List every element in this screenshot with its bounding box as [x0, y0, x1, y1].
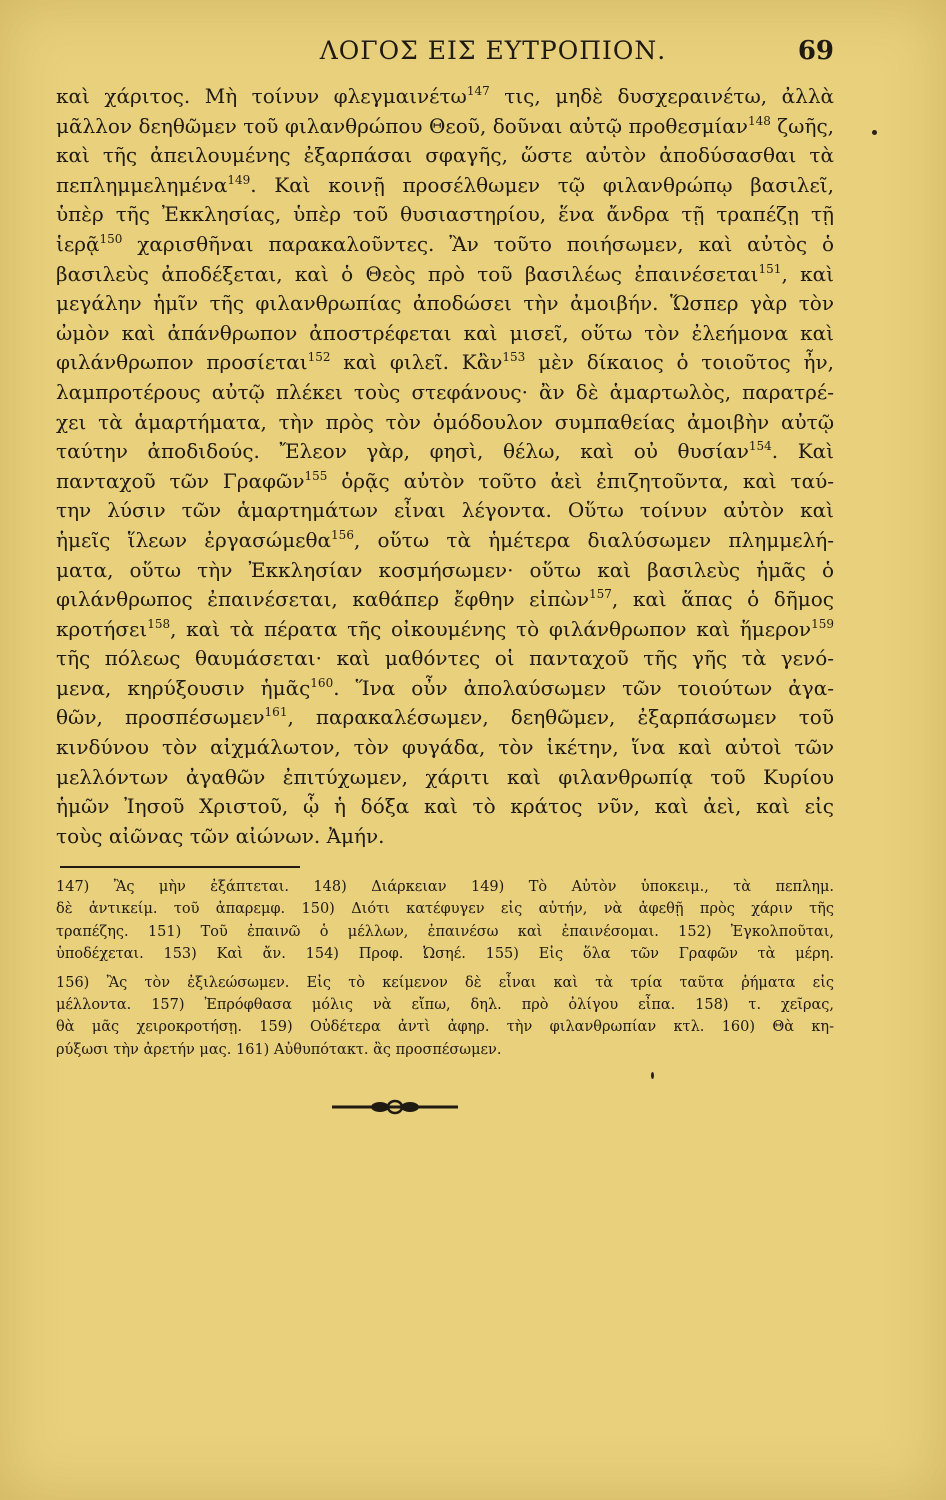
- text-segment: λαμπροτέρους αὐτῷ πλέκει τοὺς στεφάνους· ἂν δὲ ἁμαρτωλὸς, παρατρέ-: [56, 379, 834, 404]
- footnote-marker: 155: [304, 468, 328, 483]
- end-ornament: [330, 1098, 460, 1116]
- text-segment: ζωῆς,: [770, 113, 834, 138]
- text-line: [56, 526, 834, 556]
- text-line: [56, 319, 834, 349]
- footnote-line: 156) Ἂς τὸν ἐξιλεώσωμεν. Εἰς τὸ κείμενον δὲ εἶναι καὶ τὰ τρία ταῦτα ῥήματα εἰς: [56, 974, 834, 991]
- footnote-line: ρύξωσι τὴν ἀρετήν μας. 161) Αὐθυπότακτ. ἂς προσπέσωμεν.: [56, 1041, 502, 1058]
- text-segment: τοὺς αἰῶνας τῶν αἰώνων. Ἀμήν.: [56, 823, 385, 848]
- text-line: [56, 141, 834, 171]
- footnote-marker: 153: [502, 350, 526, 365]
- footnote-marker: 160: [310, 675, 334, 690]
- footnote-line: θὰ μᾶς χειροκροτήσῃ. 159) Οὐδέτερα ἀντὶ ἀφηρ. τὴν φιλανθρωπίαν κτλ. 160) Θὰ κη-: [56, 1019, 834, 1036]
- text-segment: χει τὰ ἁμαρτήματα, τὴν πρὸς τὸν ὁμόδουλον συμπαθείας ἀμοιβὴν αὐτῷ: [56, 409, 834, 434]
- footnote-line: δὲ ἀντικείμ. τοῦ ἀπαρεμφ. 150) Διότι κατέφυγεν εἰς αὐτήν, νὰ ἀφεθῇ πρὸς χάριν τῆς: [56, 901, 834, 918]
- text-segment: καὶ χάριτος. Μὴ τοίνυν φλεγμαινέτω: [56, 84, 467, 108]
- text-segment: μᾶλλον δεηθῶμεν τοῦ φιλανθρώπου Θεοῦ, δοῦναι αὐτῷ προθεσμίαν: [56, 113, 748, 138]
- text-segment: , παρακαλέσωμεν, δεηθῶμεν, ἐξαρπάσωμεν τοῦ: [287, 705, 834, 730]
- text-segment: , καὶ ἅπας ὁ δῆμος: [611, 587, 834, 612]
- page-title: ΛΟΓΟΣ ΕΙΣ ΕΥΤΡΟΠΙΟΝ.: [319, 36, 667, 65]
- footnote-marker: 159: [811, 616, 834, 631]
- footnote-marker: 150: [99, 231, 123, 246]
- page-speck: [872, 130, 877, 135]
- text-segment: ἡμῶν Ἰησοῦ Χριστοῦ, ᾧ ἡ δόξα καὶ τὸ κράτος νῦν, καὶ ἀεὶ, καὶ εἰς: [56, 794, 834, 819]
- text-segment: πανταχοῦ τῶν Γραφῶν: [56, 468, 305, 493]
- text-line: [56, 112, 834, 142]
- text-line: [56, 408, 834, 438]
- footnotes: [56, 876, 834, 1061]
- text-segment: πεπλημμελημένα: [56, 172, 228, 197]
- text-line: [56, 792, 834, 822]
- footnote-line: 147) Ἂς μὴν ἐξάπτεται. 148) Διάρκειαν 149) Τὸ Αὐτὸν ὑποκειμ., τὰ πεπλημ.: [56, 879, 834, 895]
- text-line: [56, 585, 834, 615]
- footnote-marker: 148: [747, 113, 771, 128]
- text-segment: τῆς πόλεως θαυμάσεται· καὶ μαθόντες οἱ πανταχοῦ τῆς γῆς τὰ γενό-: [56, 646, 834, 671]
- text-line: [56, 260, 834, 290]
- page-number: 69: [797, 36, 834, 66]
- text-line: [56, 733, 834, 763]
- text-segment: χαρισθῆναι παρακαλοῦντες. Ἂν τοῦτο ποιήσωμεν, καὶ αὐτὸς ὁ: [122, 231, 834, 256]
- text-segment: καὶ τῆς ἀπειλουμένης ἐξαρπάσαι σφαγῆς, ὥστε αὐτὸν ἀποδύσασθαι τὰ: [56, 143, 834, 168]
- text-segment: ὠμὸν καὶ ἀπάνθρωπον ἀποστρέφεται καὶ μισεῖ, οὕτω τὸν ἐλεήμονα καὶ: [56, 320, 834, 345]
- text-segment: κροτήσει: [56, 616, 148, 641]
- text-segment: θῶν, προσπέσωμεν: [56, 705, 265, 730]
- text-segment: κινδύνου τὸν αἰχμάλωτον, τὸν φυγάδα, τὸν ἱκέτην, ἵνα καὶ αὐτοὶ τῶν: [56, 735, 834, 760]
- footnote-marker: 151: [758, 261, 782, 276]
- text-segment: ματα, οὕτω τὴν Ἐκκλησίαν κοσμήσωμεν· οὕτω καὶ βασιλεὺς ἡμᾶς ὁ: [56, 557, 834, 582]
- text-line: [56, 200, 834, 230]
- text-segment: μεγάλην ἡμῖν τῆς φιλανθρωπίας ἀποδώσει τὴν ἀμοιβήν. Ὥσπερ γὰρ τὸν: [56, 291, 834, 316]
- text-line: [56, 378, 834, 408]
- text-segment: , οὕτω τὰ ἡμέτερα διαλύσωμεν πλημμελή-: [353, 527, 834, 552]
- footnote-line: μέλλοντα. 157) Ἐπρόφθασα μόλις νὰ εἴπω, δηλ. πρὸ ὀλίγου εἶπα. 158) τ. χεῖρας,: [56, 996, 834, 1013]
- text-line: [56, 289, 834, 319]
- text-segment: καὶ φιλεῖ. Κἂν: [330, 350, 503, 375]
- text-segment: την λύσιν τῶν ἁμαρτημάτων εἶναι λέγοντα. Οὕτω τοίνυν αὐτὸν καὶ: [56, 498, 834, 523]
- footnote-marker: 161: [264, 705, 288, 720]
- footnote-marker: 158: [147, 616, 171, 631]
- footnote-marker: 156: [331, 527, 354, 542]
- text-segment: . Καὶ κοινῇ προσέλθωμεν τῷ φιλανθρώπῳ βασιλεῖ,: [250, 172, 834, 197]
- footnote-marker: 157: [589, 587, 612, 602]
- text-line: [56, 556, 834, 586]
- footnote-marker: 152: [307, 350, 331, 365]
- text-line: [56, 703, 834, 733]
- text-line: [56, 763, 834, 793]
- text-segment: ὑπὲρ τῆς Ἐκκλησίας, ὑπὲρ τοῦ θυσιαστηρίου, ἕνα ἄνδρα τῇ τραπέζῃ τῇ: [56, 202, 834, 227]
- text-line: [56, 615, 834, 645]
- text-line: [56, 230, 834, 260]
- text-segment: , καὶ: [781, 261, 834, 286]
- text-line: [56, 171, 834, 201]
- text-line: [56, 674, 834, 704]
- text-line: [56, 496, 834, 526]
- text-segment: , καὶ τὰ πέρατα τῆς οἰκουμένης τὸ φιλάνθρωπον καὶ ἥμερον: [170, 616, 812, 641]
- footnote-line: ὑποδέχεται. 153) Καὶ ἄν. 154) Προφ. Ὠσηέ. 155) Εἰς ὅλα τῶν Γραφῶν τὰ μέρη.: [56, 946, 834, 963]
- text-segment: μὲν δίκαιος ὁ τοιοῦτος ἦν,: [525, 350, 834, 375]
- text-line: [56, 82, 834, 112]
- footnote-divider: [60, 866, 300, 868]
- text-line: [56, 822, 834, 852]
- text-line: [56, 348, 834, 378]
- text-line: [56, 437, 834, 467]
- text-segment: φιλάνθρωπος ἐπαινέσεται, καθάπερ ἔφθην εἰπὼν: [56, 587, 589, 612]
- text-segment: . Ἵνα οὖν ἀπολαύσωμεν τῶν τοιούτων ἀγα-: [333, 675, 834, 700]
- text-segment: μελλόντων ἀγαθῶν ἐπιτύχωμεν, χάριτι καὶ φιλανθρωπίᾳ τοῦ Κυρίου: [56, 764, 834, 789]
- text-segment: φιλάνθρωπον προσίεται: [56, 350, 308, 375]
- text-segment: ταύτην ἀποδιδούς. Ἔλεον γὰρ, φησὶ, θέλω, καὶ οὐ θυσίαν: [56, 439, 749, 464]
- main-text: [56, 82, 834, 851]
- text-segment: ὁρᾷς αὐτὸν τοῦτο ἀεὶ ἐπιζητοῦντα, καὶ ταύ-: [327, 468, 834, 493]
- text-segment: . Καὶ: [771, 439, 834, 464]
- text-segment: ἡμεῖς ἵλεων ἐργασώμεθα: [56, 527, 332, 552]
- text-segment: τις, μηδὲ δυσχεραινέτω, ἀλλὰ: [489, 84, 834, 108]
- footnote-marker: 147: [466, 84, 490, 98]
- text-segment: μενα, κηρύξουσιν ἡμᾶς: [56, 675, 311, 700]
- footnote-marker: 149: [227, 172, 251, 187]
- text-line: [56, 467, 834, 497]
- text-segment: βασιλεὺς ἀποδέξεται, καὶ ὁ Θεὸς πρὸ τοῦ βασιλέως ἐπαινέσεται: [56, 261, 759, 286]
- footnote-line: τραπέζης. 151) Τοῦ ἐπαινῶ ὁ μέλλων, ἐπαινέσω καὶ ἐπαινέσομαι. 152) Ἐγκολποῦται,: [56, 923, 834, 940]
- running-head: [92, 36, 834, 72]
- footnote-marker: 154: [748, 439, 772, 454]
- text-segment: ἱερᾷ: [56, 231, 100, 256]
- text-line: [56, 644, 834, 674]
- page-speck: [651, 1072, 654, 1079]
